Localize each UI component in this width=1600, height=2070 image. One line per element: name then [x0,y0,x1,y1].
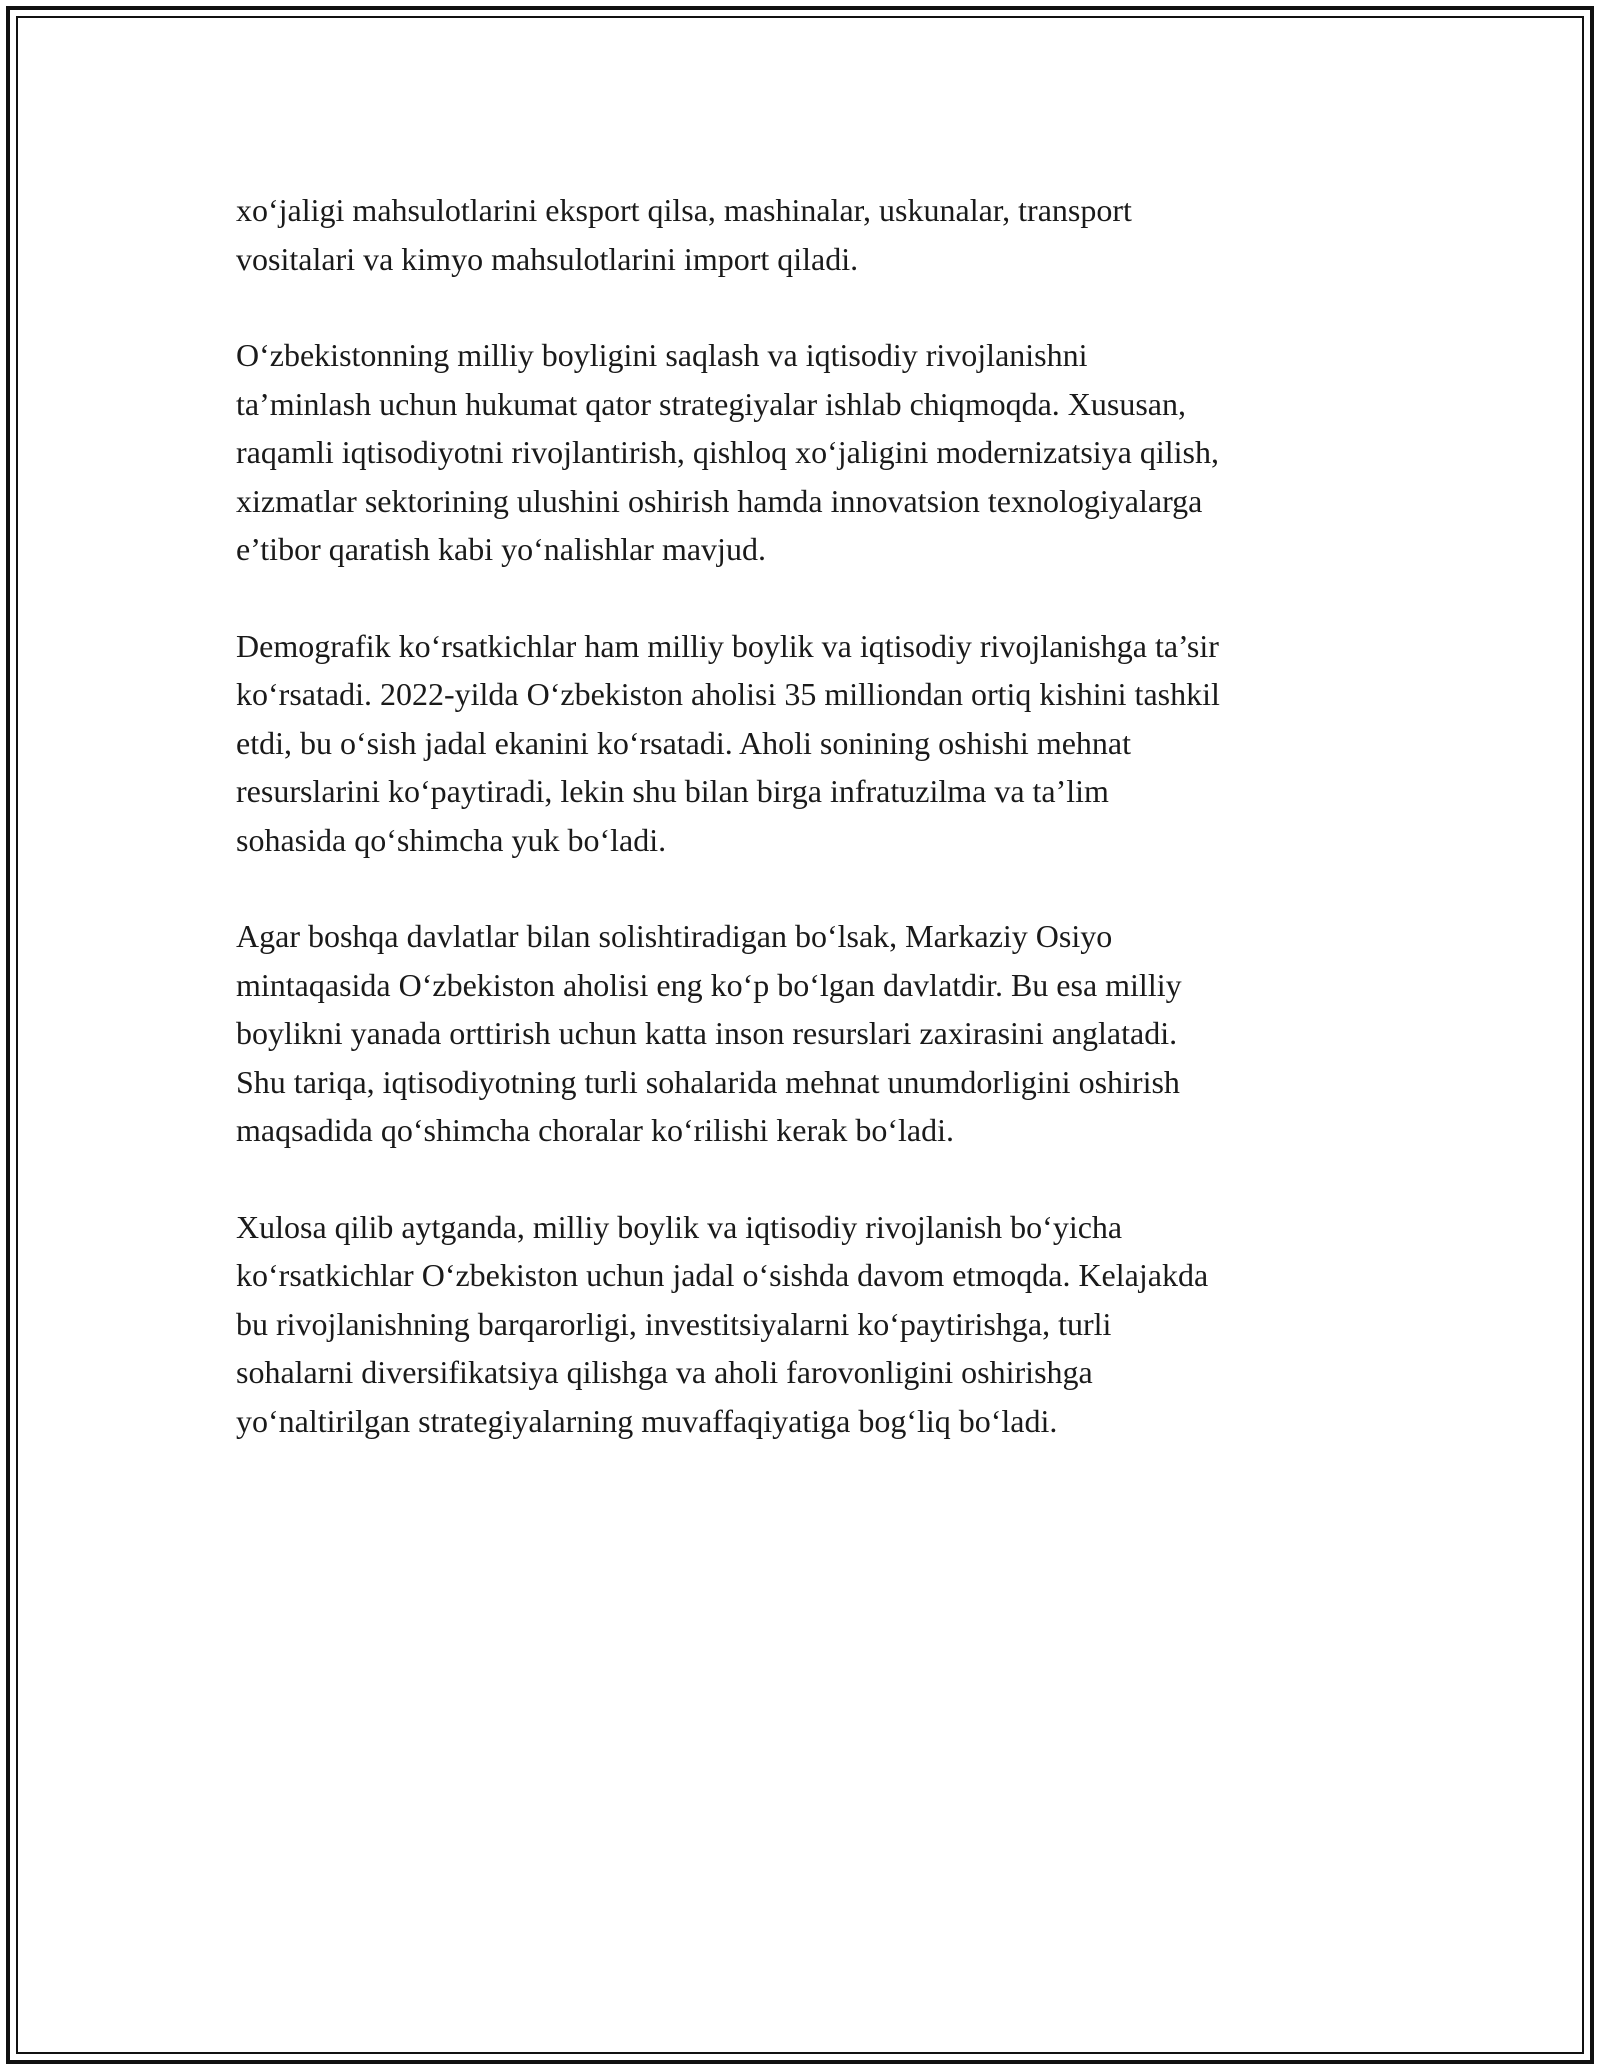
paragraph-regional-comparison: Agar boshqa davlatlar bilan solishtiradigan bo‘lsak, Markaziy Osiyo mintaqasida O‘zbekiston aholisi eng ko‘p bo‘lgan davlatdir. Bu esa milliy boylikni yanada orttirish uchun katta inson resurslari zaxirasini anglatadi. Shu tariqa, iqtisodiyotning turli sohalarida mehnat unumdorligini oshirish maqsadida qo‘shimcha choralar ko‘rilishi kerak bo‘ladi. [236,918,1182,1148]
paragraph-conclusion: Xulosa qilib aytganda, milliy boylik va iqtisodiy rivojlanish bo‘yicha ko‘rsatkichlar O‘zbekiston uchun jadal o‘sishda davom etmoqda. Kelajakda bu rivojlanishning barqarorligi, investitsiyalarni ko‘paytirishga, turli sohalarni diversifikatsiya qilishga va aholi farovonligini oshirishga yo‘naltirilgan strategiyalarning muvaffaqiyatiga bog‘liq bo‘ladi. [236,1208,1209,1439]
paragraph-export-import: xo‘jaligi mahsulotlarini eksport qilsa, mashinalar, uskunalar, transport vositalari va kimyo mahsulotlarini import qiladi. [236,192,1132,277]
document-body [236,186,1376,1493]
paragraph-government-strategies: O‘zbekistonning milliy boyligini saqlash va iqtisodiy rivojlanishni ta’minlash uchun hukumat qator strategiyalar ishlab chiqmoqda. Xususan, raqamli iqtisodiyotni rivojlantirish, qishloq xo‘jaligini modernizatsiya qilish, xizmatlar sektorining ulushini oshirish hamda innovatsion texnologiyalarga e’tibor qaratish kabi yo‘nalishlar mavjud. [236,337,1219,567]
paragraph-demographics: Demografik ko‘rsatkichlar ham milliy boylik va iqtisodiy rivojlanishga ta’sir ko‘rsatadi. 2022-yilda O‘zbekiston aholisi 35 milliondan ortiq kishini tashkil etdi, bu o‘sish jadal ekanini ko‘rsatadi. Aholi sonining oshishi mehnat resurslarini ko‘paytiradi, lekin shu bilan birga infratuzilma va ta’lim sohasida qo‘shimcha yuk bo‘ladi. [236,627,1220,858]
